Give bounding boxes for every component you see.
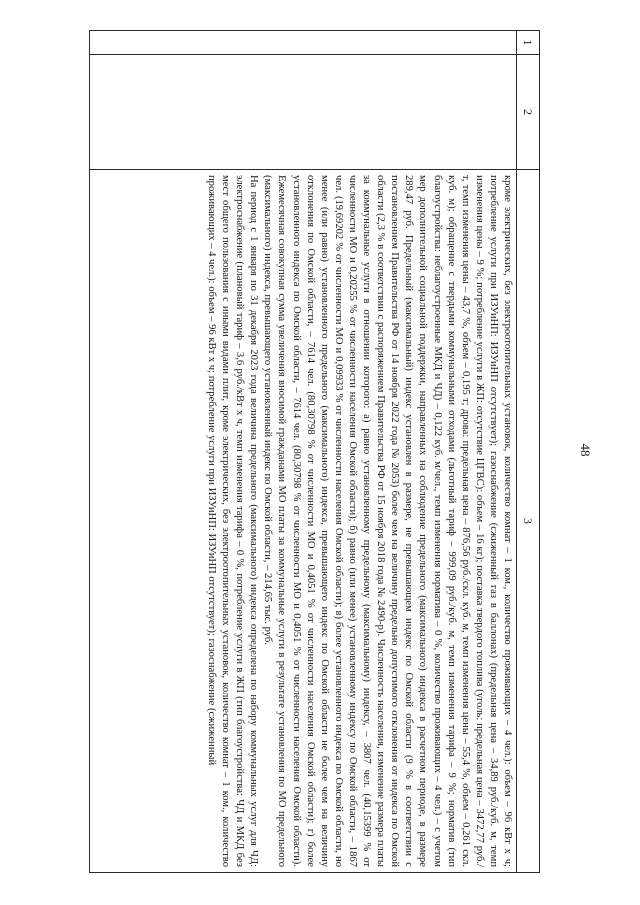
table-header-row (517, 31, 540, 873)
document-table (89, 30, 540, 873)
header-col-3: 3 (517, 170, 540, 873)
paragraph-1: кроме электрических, без электроотопительных установок, количество комнат – 1 ком., количество проживающих – 4 чел.): объем – 96 кВт х ч; потребление услуги при ИЗУиНП: ИЗУиНП отсутствует); газоснабжение (сжиженный газ в баллонах) (предельная цена – 34,89 руб./куб. м, темп изменения цены – 9 %; потребление услуги в ЖП: отсутствие ЦГВС): объем – 16 кг); поставка твердого топлива (уголь: предельная цена – 3472,77 руб./т, темп изменения цены – 43,7 %, объем – 0,195 т; дрова: предельная цена – 876,56 руб./скл. куб. м, темп изменения цены – 55,4 %, объем – 0,261 скл. куб. м); обращение с твердыми коммунальными отходами (льготный тариф – 999,09 руб./куб. м, темп изменения тарифа – 9 %; норматив (тип благоустройства: неблагоустроенные МКД и ЧД) – 0,122 куб. м/чел., темп изменения норматива – 0 %, количество проживающих – 4 чел.) – с учетом мер дополнительной социальной поддержки, направленных на соблюдение предельного (максимального) индекса в расчетном периоде, в размере 289,47 руб. Предельный (максимальный) индекс установлен в размере, не превышающем индекс по Омской области (9 % в соответствии с постановлением Правительства РФ от 14 ноября 2022 года № 2053) более чем на величину предельно допустимого отклонения от индекса по Омской области (2,3 % в соответствии с распоряжением Правительства РФ от 15 ноября 2018 года № 2490-р). Численность населения, изменение размера платы за коммунальные услуги в отношении которого: а) равно установленному предельному (максимальному) индексу, – 3807 чел. (40,15399 % от численности МО и 0,20255 % от численности населения Омской области); б) равно (или менее) установленному индексу по Омской области, – 1867 чел. (19,69202 % от численности МО и 0,09933 % от численности населения Омской области); в) более установленного индекса по Омской области, но менее (или равно) установленного предельного (максимального) индекса, превышающего индекс по Омской области не более чем на величину отклонения по Омской области, – 7614 чел. (80,30798 % от численности МО и 0,4051 % от численности населения Омской области); г) более установленного индекса по Омской области, – 7614 чел. (80,30798 % от численности МО и 0,4051 % от численности населения Омской области). Ежемесячная совокупная сумма увеличения вносимой гражданами МО платы за коммунальные услуги в результате установления по МО предельного (максимального) индекса, превышающего установленный индекс по Омской области, – 214,65 тыс. руб. (262, 175, 513, 867)
row-cell-2 (90, 55, 517, 170)
table-row (90, 31, 517, 873)
row-cell-3 (90, 170, 517, 873)
header-col-1: 1 (517, 31, 540, 55)
row-cell-1 (90, 31, 517, 55)
paragraph-2: На период с 1 января по 31 декабря 2023 года величина предельного (максимального) индекса определена по набору коммунальных услуг для ЧД: электроснабжение (плановый тариф – 3,6 руб./кВт х ч, темп изменения тарифа – 0 %, потребление услуги в ЖП (тип благоустройства: ЧД и МКД без мест общего пользования с иными видами плит, кроме электрических, без электроотопительных установок, количество комнат – 1 ком., количество проживающих – 4 чел.): объем – 96 кВт х ч; потребление услуги при ИЗУиНП: ИЗУиНП отсутствует); газоснабжение (сжиженный (206, 175, 260, 867)
header-col-2: 2 (517, 55, 540, 170)
rotated-table-wrapper (89, 30, 540, 873)
page-number: 48 (578, 443, 593, 457)
